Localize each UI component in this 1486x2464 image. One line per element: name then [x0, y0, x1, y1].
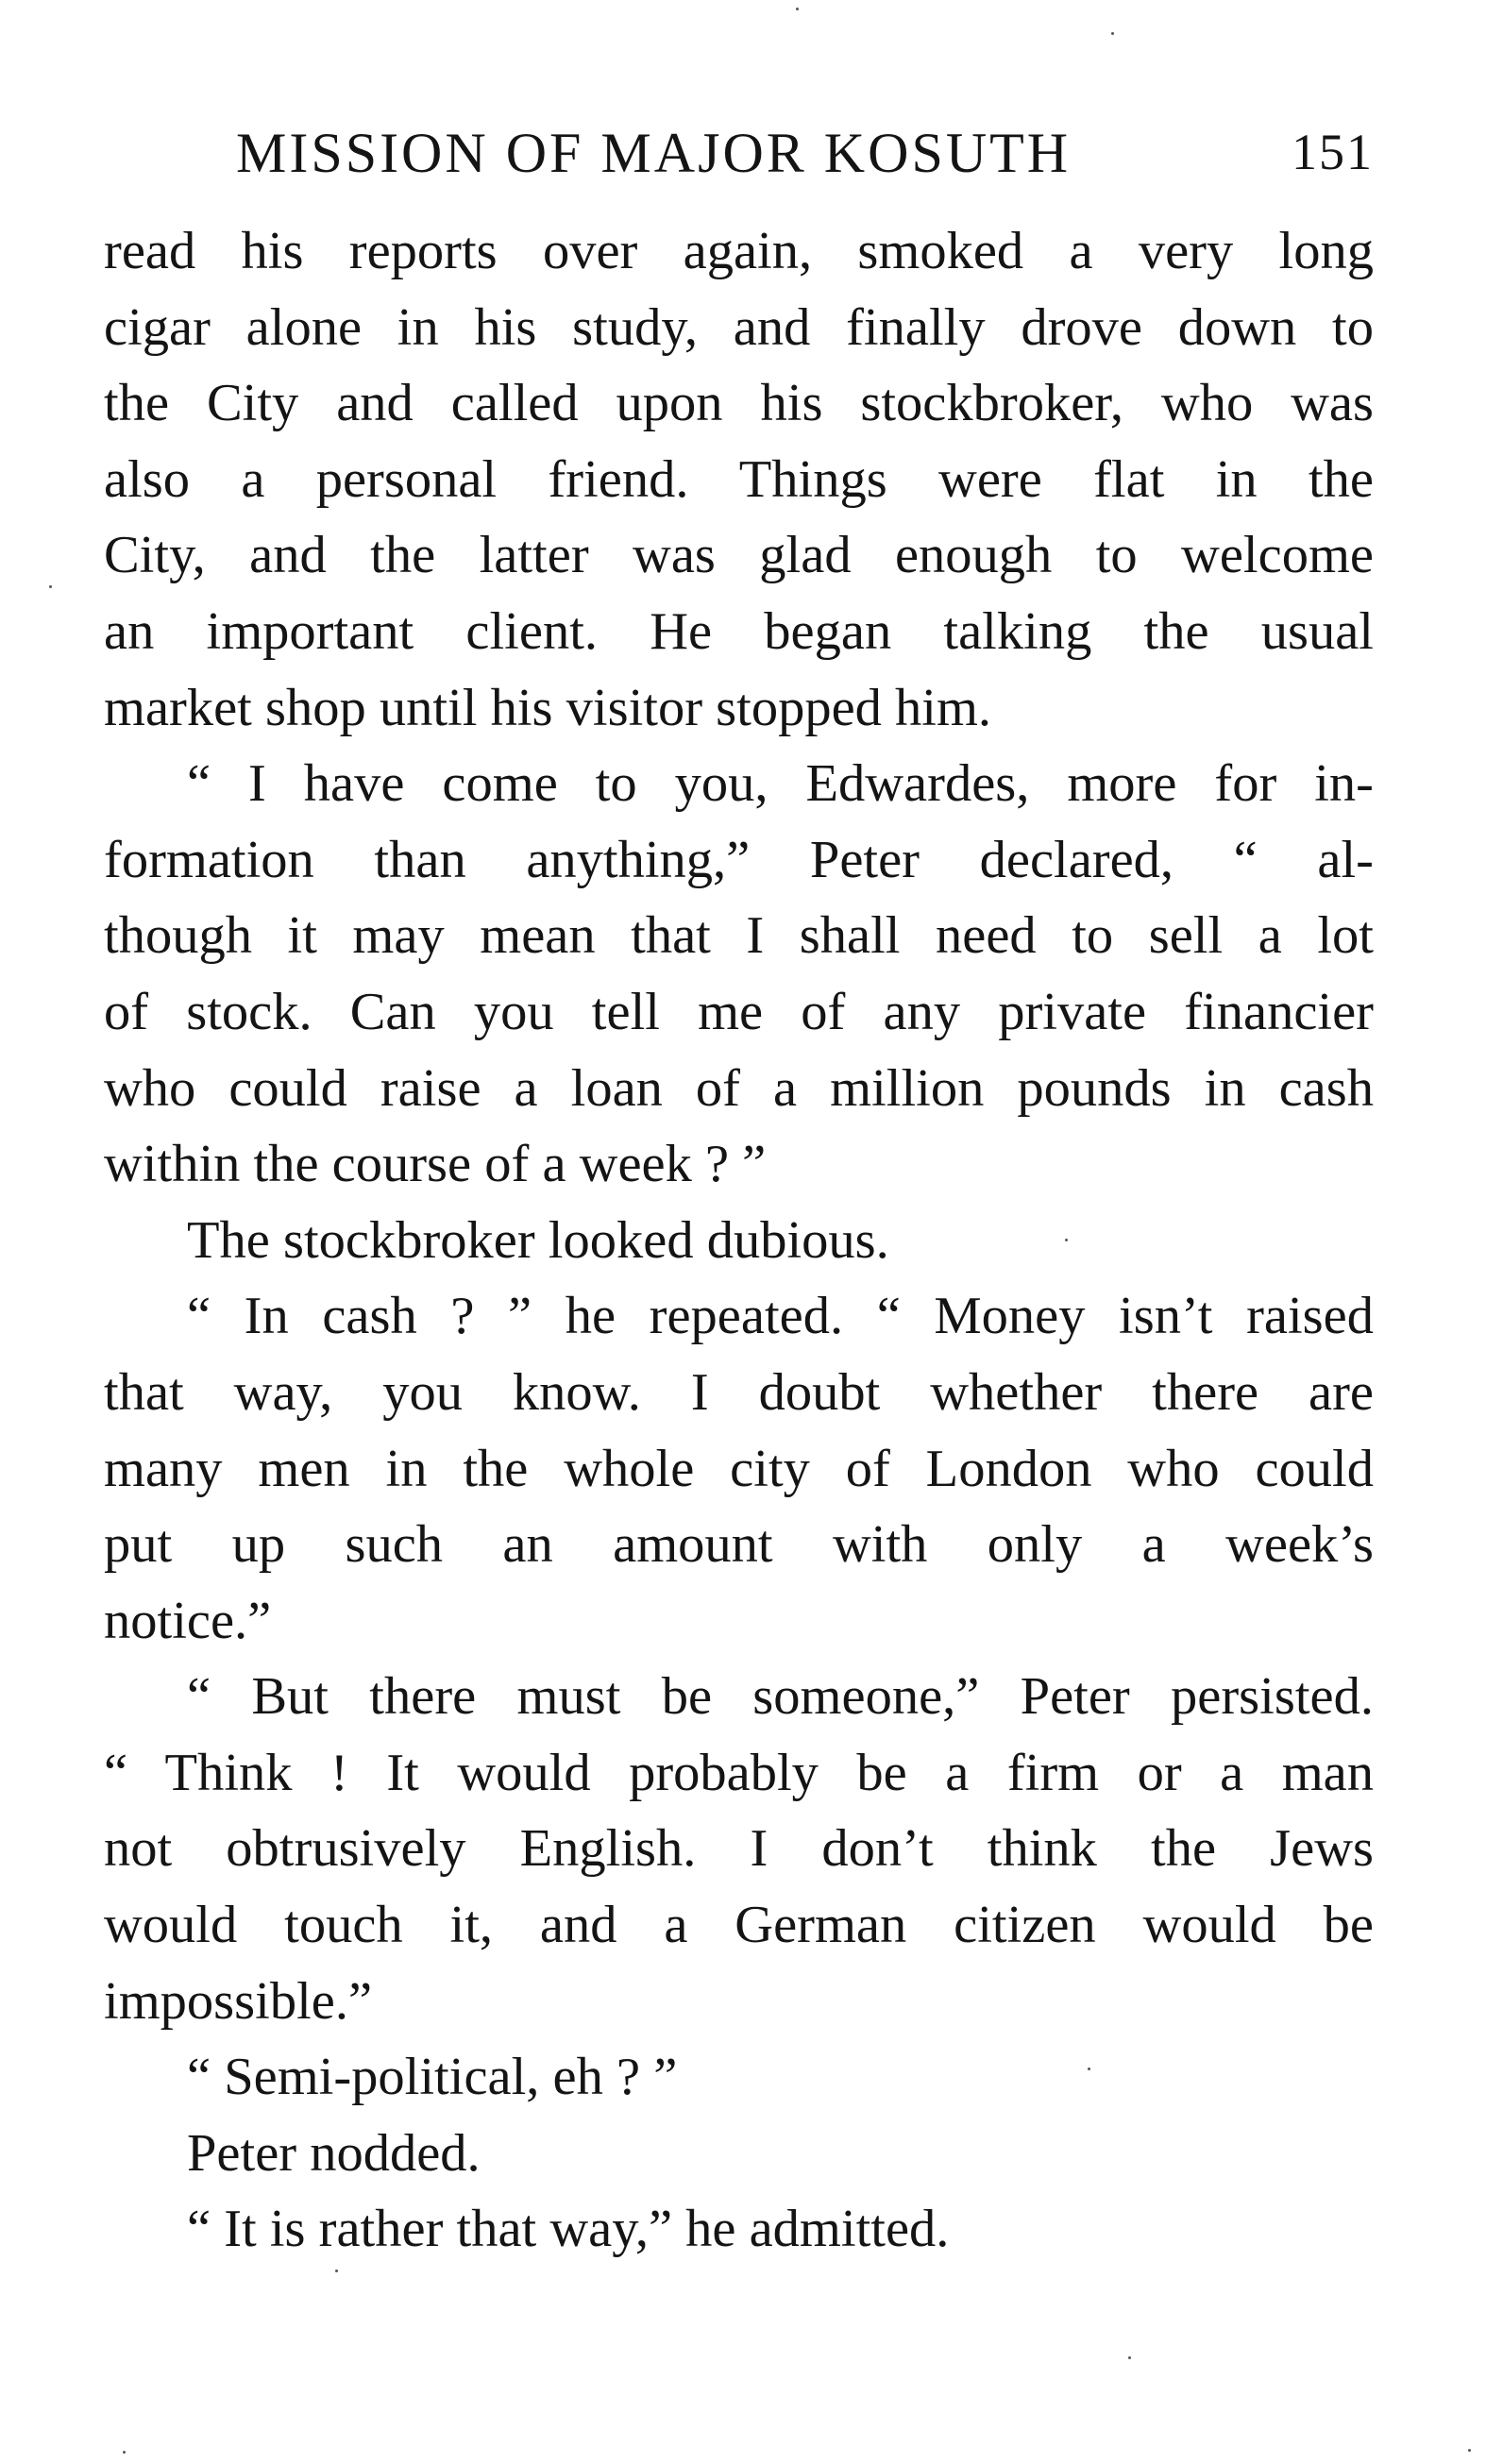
text-line: read his reports over again, smoked a very long — [104, 222, 1374, 280]
scan-speck — [1128, 2356, 1131, 2359]
running-head — [104, 121, 1374, 196]
text-line: Peter nodded. — [187, 2123, 481, 2183]
text-line: “ I have come to you, Edwardes, more for in- — [187, 754, 1374, 814]
text-line: “ But there must be someone,” Peter persisted. — [187, 1667, 1374, 1727]
scan-speck — [49, 585, 52, 588]
text-line: “ Think ! It would probably be a firm or a man — [104, 1743, 1374, 1802]
scan-speck — [123, 2451, 126, 2454]
text-line: put up such an amount with only a week’s — [104, 1515, 1374, 1575]
text-line: “ Semi-political, eh ? ” — [187, 2048, 678, 2107]
text-line: of stock. Can you tell me of any private financier — [104, 982, 1374, 1041]
text-line: impossible.” — [104, 1971, 373, 2031]
text-line: notice.” — [104, 1591, 272, 1650]
text-line: The stockbroker looked dubious. — [187, 1210, 889, 1270]
body-text — [104, 213, 1374, 2268]
scan-speck — [1111, 32, 1114, 35]
text-line: who could raise a loan of a million pounds in cash — [104, 1058, 1374, 1118]
text-line: would touch it, and a German citizen would be — [104, 1896, 1374, 1955]
text-line: the City and called upon his stockbroker, who was — [104, 374, 1374, 433]
text-line: cigar alone in his study, and finally drove down to — [104, 297, 1374, 357]
text-line: within the course of a week ? ” — [104, 1135, 767, 1194]
text-line: that way, you know. I doubt whether there are — [104, 1362, 1374, 1422]
text-line: “ In cash ? ” he repeated. “ Money isn’t raised — [187, 1287, 1374, 1346]
text-line: “ It is rather that way,” he admitted. — [187, 2200, 950, 2259]
text-line: City, and the latter was glad enough to welcome — [104, 526, 1374, 585]
page-number: 151 — [1292, 124, 1374, 180]
text-line: market shop until his visitor stopped him. — [104, 678, 992, 737]
scan-speck — [1065, 1239, 1068, 1241]
scan-speck — [1088, 2067, 1090, 2070]
text-line: though it may mean that I shall need to sell a lot — [104, 906, 1374, 966]
running-title: MISSION OF MAJOR KOSUTH — [236, 122, 1072, 184]
scan-speck — [796, 8, 799, 10]
scan-speck — [335, 2270, 338, 2272]
text-line: formation than anything,” Peter declared, “ al- — [104, 830, 1374, 889]
text-line: not obtrusively English. I don’t think the Jews — [104, 1819, 1374, 1879]
text-line: an important client. He began talking the usual — [104, 601, 1374, 661]
text-line: also a personal friend. Things were flat in the — [104, 449, 1374, 509]
scan-speck — [1468, 2449, 1471, 2452]
text-line: many men in the whole city of London who could — [104, 1439, 1374, 1498]
